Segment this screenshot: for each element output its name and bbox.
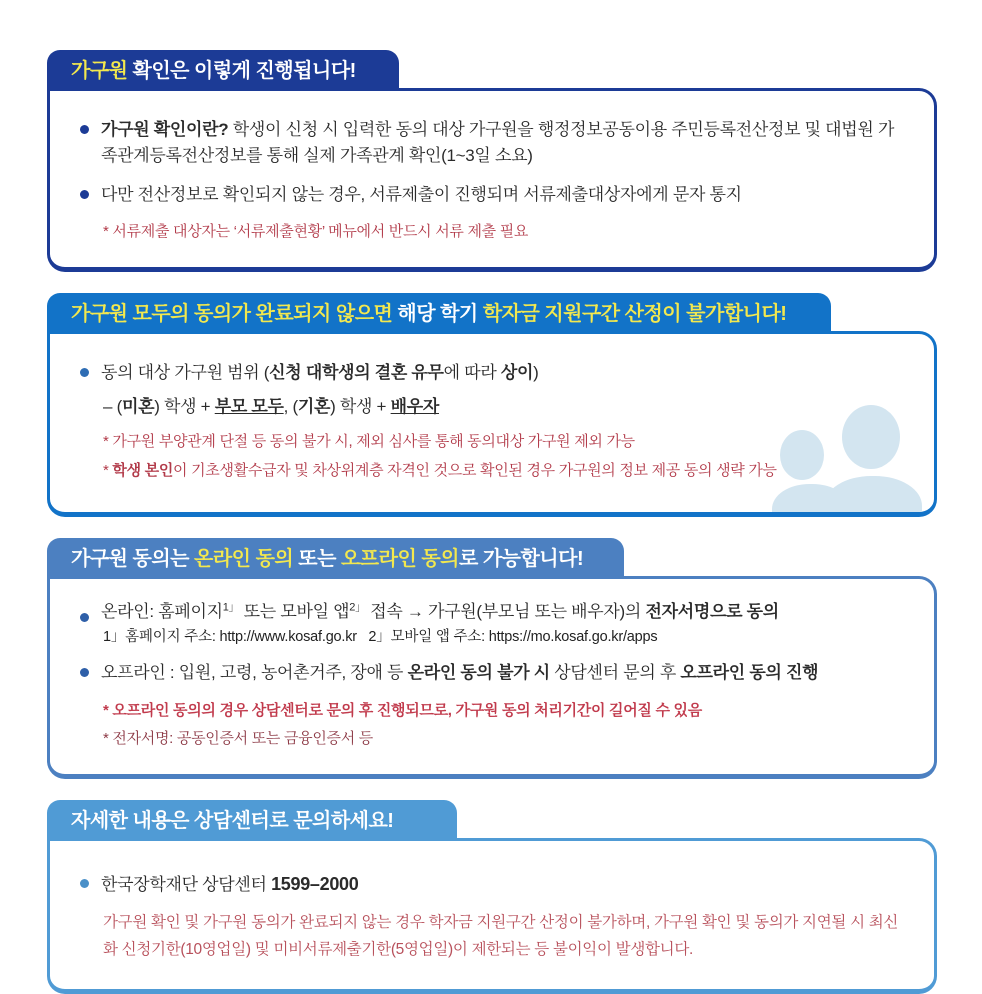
note-basic-livelihood: * 학생 본인이 기초생활수급자 및 차상위계층 자격인 것으로 확인된 경우 가구원의 정보 제공 동의 생략 가능 — [103, 462, 777, 480]
section-4-header-tab: 자세한 내용은 상담센터로 문의하세요! — [47, 800, 457, 841]
section-2-box — [47, 331, 937, 517]
section-household-verification — [47, 50, 937, 272]
footnote-marker-2: 2」 — [349, 601, 366, 614]
bullet-dot-icon — [80, 613, 89, 622]
bullet-text: 가구원 확인이란? 학생이 신청 시 입력한 동의 대상 가구원을 행정정보공동이용 주민등록전산정보 및 대법원 가족관계등록전산정보를 통해 실제 가족관계 확인(1~3일 소요) — [101, 120, 895, 166]
header-highlight: 가구원 — [71, 60, 128, 82]
bullet-call-center — [78, 871, 906, 899]
warning-text: 가구원 확인 및 가구원 동의가 완료되지 않는 경우 학자금 지원구간 산정이 불가하며, 가구원 확인 및 동의가 지연될 시 최신화 신청기한(10영업일) 및 미비서류제출기한(5영업일)이 제한되는 등 불이익이 발생합니다. — [103, 914, 899, 959]
section-1-box — [47, 88, 937, 272]
phone-number: 1599–2000 — [271, 874, 359, 895]
section-contact-center — [47, 800, 937, 994]
bullet-consent-scope — [78, 360, 906, 386]
section-consent-required — [47, 293, 937, 517]
bullet-dot-icon — [80, 668, 89, 677]
bullet-dot-icon — [80, 190, 89, 199]
footnote-marker-1: 1」 — [222, 601, 240, 614]
bullet-offline-consent — [78, 660, 906, 686]
bullet-what-is-verification — [78, 117, 906, 170]
bullet-dot-icon — [80, 879, 89, 888]
subline-family-composition: – (미혼) 학생 + 부모 모두, (기혼) 학생 + 배우자 — [103, 397, 439, 417]
note-offline-processing-time: * 오프라인 동의의 경우 상담센터로 문의 후 진행되므로, 가구원 동의 처리기간이 길어질 수 있음 — [103, 701, 702, 719]
note-digital-signature: * 전자서명: 공동인증서 또는 금융인증서 등 — [103, 730, 373, 748]
bullet-online-consent — [78, 599, 906, 625]
bullet-text: 한국장학재단 상담센터 1599–2000 — [101, 874, 359, 895]
bullet-document-submission — [78, 182, 906, 208]
bullet-text: 오프라인 : 입원, 고령, 농어촌거주, 장애 등 온라인 동의 불가 시 상담센터 문의 후 오프라인 동의 진행 — [101, 663, 819, 683]
section-consent-methods — [47, 538, 937, 779]
bullet-text: 다만 전산정보로 확인되지 않는 경우, 서류제출이 진행되며 서류제출대상자에게 문자 통지 — [101, 184, 742, 204]
bullet-dot-icon — [80, 125, 89, 134]
bullet-text: 동의 대상 가구원 범위 (신청 대학생의 결혼 유무에 따라 상이) — [101, 362, 539, 382]
section-2-header-bar: 가구원 모두의 동의가 완료되지 않으면 해당 학기 학자금 지원구간 산정이 불가합니다! — [47, 293, 831, 334]
section-3-header-tab: 가구원 동의는 온라인 동의 또는 오프라인 동의로 가능합니다! — [47, 538, 624, 579]
note-exclusion-review: * 가구원 부양관계 단절 등 동의 불가 시, 제외 심사를 통해 동의대상 가구원 제외 가능 — [103, 433, 635, 451]
section-4-box — [47, 838, 937, 994]
bullet-text: 온라인: 홈페이지$^{1」}$ 또는 모바일 앱$^{2」}$ 접속 → 가구원(부모님 또는 배우자)의 전자서명으로 동의 — [101, 601, 779, 621]
header-text: 확인은 이렇게 진행됩니다! — [127, 60, 356, 82]
section-1-header-tab — [47, 50, 399, 91]
note-document-required: * 서류제출 대상자는 ‘서류제출현황’ 메뉴에서 반드시 서류 제출 필요 — [103, 223, 529, 241]
footnote-urls: 1」홈페이지 주소: http://www.kosaf.go.kr 2」모바일 앱 주소: https://mo.kosaf.go.kr/apps — [103, 629, 658, 646]
section-3-box — [47, 576, 937, 779]
bullet-dot-icon — [80, 368, 89, 377]
